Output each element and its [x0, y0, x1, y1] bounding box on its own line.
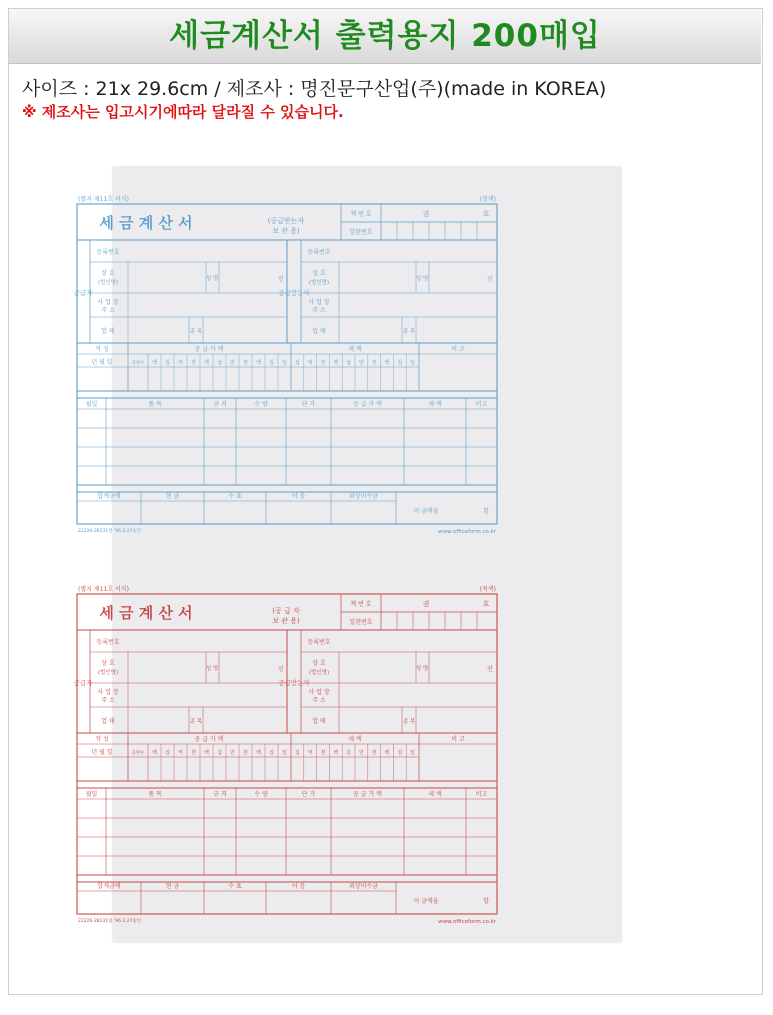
supplier-seal-label: 인 [278, 666, 284, 673]
tax-digit-5: 만 [358, 750, 364, 756]
supplier-reg-no-label: 등록번호 [96, 639, 120, 646]
receiver-seal-label: 인 [487, 666, 493, 673]
tax-digit-8: 십 [397, 750, 403, 756]
cash-label: 현 금 [165, 493, 180, 500]
supplier-name-label: 성 명 [205, 276, 219, 282]
receiver-corp-name-label: (법인명) [308, 280, 330, 286]
supply-digit-1: 십 [165, 750, 170, 756]
form-subtitle-1: (공급받는자 [267, 217, 305, 225]
supplier-address-label-2: 주 소 [101, 697, 115, 704]
item-header-0: 월일 [85, 791, 98, 798]
total-amount-label: 합계금액 [97, 493, 121, 500]
item-header-0: 월일 [85, 401, 98, 408]
tax-digit-2: 천 [320, 750, 326, 756]
receipt-suffix: 함 [483, 898, 489, 905]
supply-digit-1: 십 [165, 360, 170, 366]
tax-digit-6: 천 [371, 750, 377, 756]
supply-digit-7: 천 [243, 750, 248, 756]
supplier-reg-no-label: 등록번호 [96, 249, 120, 256]
supply-digit-9: 십 [269, 360, 274, 366]
receiver-reg-no-label: 등록번호 [307, 639, 331, 646]
supply-amount-label: 공 급 가 액 [194, 346, 224, 353]
tax-digit-4: 십 [346, 360, 352, 366]
form-caption-left: (별지 제11호 서식) [78, 196, 129, 203]
supply-digit-5: 십 [217, 750, 222, 756]
form-subtitle-1: (공 급 자 [272, 607, 300, 615]
supplier-address-label-1: 사 업 장 [97, 689, 119, 696]
tax-digit-9: 일 [410, 360, 416, 366]
form-footer-url: www.officeform.co.kr [438, 529, 496, 535]
receiver-business-type-label: 업 태 [312, 328, 326, 335]
supplier-trade-name-label: 상 호 [101, 660, 115, 667]
receiver-business-type-label: 업 태 [312, 718, 326, 725]
total-amount-label: 합계금액 [97, 883, 121, 890]
bill-label: 어 음 [291, 493, 306, 500]
supply-digit-6: 만 [230, 750, 235, 756]
form-footer-url: www.officeform.co.kr [438, 919, 496, 925]
supplier-name-label: 성 명 [205, 666, 219, 672]
receiver-seal-label: 인 [487, 276, 493, 283]
form-subtitle-2: 보 관 용) [272, 227, 300, 235]
date-label: 년 월 일 [91, 749, 113, 756]
supply-digit-5: 십 [217, 360, 222, 366]
supply-digit-3: 천 [191, 750, 196, 756]
receiver-address-label-2: 주 소 [312, 307, 326, 314]
tax-invoice-form-blue [73, 195, 498, 535]
item-header-7: 비고 [475, 401, 488, 408]
supply-digit-4: 백 [204, 360, 209, 366]
tax-digit-0: 십 [294, 360, 300, 366]
note-label: 비 고 [451, 346, 465, 353]
item-header-6: 세 액 [428, 791, 442, 798]
spec-line: 사이즈 : 21x 29.6cm / 제조사 : 명진문구산업(주)(made in KOREA) [22, 78, 607, 100]
written-label: 작 성 [95, 736, 109, 743]
supply-digit-0: 백 [152, 750, 157, 756]
item-header-4: 단 가 [301, 401, 316, 408]
supply-digit-10: 일 [282, 360, 287, 366]
item-header-6: 세 액 [428, 401, 442, 408]
tax-invoice-form-red [73, 585, 498, 925]
supplier-business-item-label: 종 목 [189, 329, 203, 335]
item-header-5: 공 급 가 액 [353, 791, 382, 798]
item-header-1: 품 목 [148, 791, 162, 798]
supply-digit-2: 억 [178, 360, 183, 366]
book-number-label: 책 번 호 [350, 601, 372, 608]
tax-digit-5: 만 [358, 360, 364, 366]
item-header-2: 규 격 [213, 401, 227, 408]
serial-number-label: 일련번호 [349, 229, 373, 236]
banner-title: 세금계산서 출력용지 200매입 [169, 18, 601, 54]
tax-amount-label: 세 액 [348, 736, 362, 743]
tax-digit-4: 십 [346, 750, 352, 756]
receiver-reg-no-label: 등록번호 [307, 249, 331, 256]
form-caption-right: (청색) [479, 196, 496, 203]
receiver-name-label: 성 명 [415, 276, 429, 282]
supply-digit-3: 천 [191, 360, 196, 366]
tax-digit-1: 억 [307, 750, 313, 756]
tax-digit-3: 백 [333, 750, 339, 756]
cash-label: 현 금 [165, 883, 180, 890]
notice-line: ※ 제조사는 입고시기에따라 달라질 수 있습니다. [22, 103, 344, 121]
receiver-address-label-1: 사 업 장 [308, 299, 330, 306]
receiver-address-label-1: 사 업 장 [308, 689, 330, 696]
receipt-text: 이 금액을 [413, 898, 439, 905]
credit-label: 외상미수금 [349, 493, 378, 500]
bill-label: 어 음 [291, 883, 306, 890]
supplier-business-type-label: 업 태 [101, 328, 115, 335]
tax-digit-3: 백 [333, 360, 339, 366]
supply-digit-8: 백 [256, 360, 261, 366]
tax-digit-9: 일 [410, 750, 416, 756]
supply-digit-0: 백 [152, 360, 157, 366]
receiver-business-item-label: 종 목 [402, 329, 416, 335]
item-header-1: 품 목 [148, 401, 162, 408]
supply-digit-8: 백 [256, 750, 261, 756]
volume-label: 권 [422, 600, 430, 608]
receipt-text: 이 금액을 [413, 508, 439, 515]
receiver-name-label: 성 명 [415, 666, 429, 672]
form-title: 세 금 계 산 서 [99, 604, 193, 622]
form-subtitle-2: 보 관 용) [272, 617, 300, 625]
tax-digit-7: 백 [384, 750, 390, 756]
form-caption-left: (별지 제11호 서식) [78, 586, 129, 593]
receiver-corp-name-label: (법인명) [308, 670, 330, 676]
issue-number-label: 호 [482, 600, 490, 608]
check-label: 수 표 [228, 493, 242, 500]
item-header-5: 공 급 가 액 [353, 401, 382, 408]
tax-digit-7: 백 [384, 360, 390, 366]
supply-digit-10: 일 [282, 750, 287, 756]
note-label: 비 고 [451, 736, 465, 743]
supplier-address-label-2: 주 소 [101, 307, 115, 314]
item-header-7: 비고 [475, 791, 488, 798]
form-title: 세 금 계 산 서 [99, 214, 193, 232]
volume-label: 권 [422, 210, 430, 218]
receiver-vertical-label: 공급받는자 [278, 679, 310, 687]
book-number-label: 책 번 호 [350, 211, 372, 218]
supply-amount-label: 공 급 가 액 [194, 736, 224, 743]
receiver-trade-name-label: 상 호 [312, 660, 326, 667]
receiver-address-label-2: 주 소 [312, 697, 326, 704]
supply-digit-4: 백 [204, 750, 209, 756]
item-header-3: 수 량 [254, 401, 268, 408]
receipt-suffix: 함 [483, 508, 489, 515]
tax-digit-1: 억 [307, 360, 313, 366]
supply-digit-7: 천 [243, 360, 248, 366]
supplier-vertical-label: 공급자 [73, 289, 93, 297]
date-label: 년 월 일 [91, 359, 113, 366]
supplier-vertical-label: 공급자 [73, 679, 93, 687]
issue-number-label: 호 [482, 210, 490, 218]
form-caption-right: (적색) [479, 586, 496, 593]
supplier-corp-name-label: (법인명) [97, 280, 119, 286]
supplier-trade-name-label: 상 호 [101, 270, 115, 277]
tax-digit-2: 천 [320, 360, 326, 366]
form-svg [73, 195, 498, 535]
supplier-corp-name-label: (법인명) [97, 670, 119, 676]
blank-count-label: 공란수 [131, 361, 145, 366]
receiver-business-item-label: 종 목 [402, 719, 416, 725]
supply-digit-9: 십 [269, 750, 274, 756]
tax-digit-6: 천 [371, 360, 377, 366]
item-header-2: 규 격 [213, 791, 227, 798]
supply-digit-6: 만 [230, 360, 235, 366]
tax-digit-0: 십 [294, 750, 300, 756]
form-footer-code: 22226-28131일 '96.3.27승인 [78, 529, 142, 534]
title-banner [9, 9, 761, 64]
serial-number-label: 일련번호 [349, 619, 373, 626]
form-svg [73, 585, 498, 925]
receiver-trade-name-label: 상 호 [312, 270, 326, 277]
tax-amount-label: 세 액 [348, 346, 362, 353]
form-footer-code: 22226-28131일 '96.3.27승인 [78, 919, 142, 924]
receiver-vertical-label: 공급받는자 [278, 289, 310, 297]
supplier-business-item-label: 종 목 [189, 719, 203, 725]
credit-label: 외상미수금 [349, 883, 378, 890]
check-label: 수 표 [228, 883, 242, 890]
supplier-address-label-1: 사 업 장 [97, 299, 119, 306]
supplier-seal-label: 인 [278, 276, 284, 283]
item-header-4: 단 가 [301, 791, 316, 798]
item-header-3: 수 량 [254, 791, 268, 798]
written-label: 작 성 [95, 346, 109, 353]
blank-count-label: 공란수 [131, 751, 145, 756]
tax-digit-8: 십 [397, 360, 403, 366]
supply-digit-2: 억 [178, 750, 183, 756]
supplier-business-type-label: 업 태 [101, 718, 115, 725]
